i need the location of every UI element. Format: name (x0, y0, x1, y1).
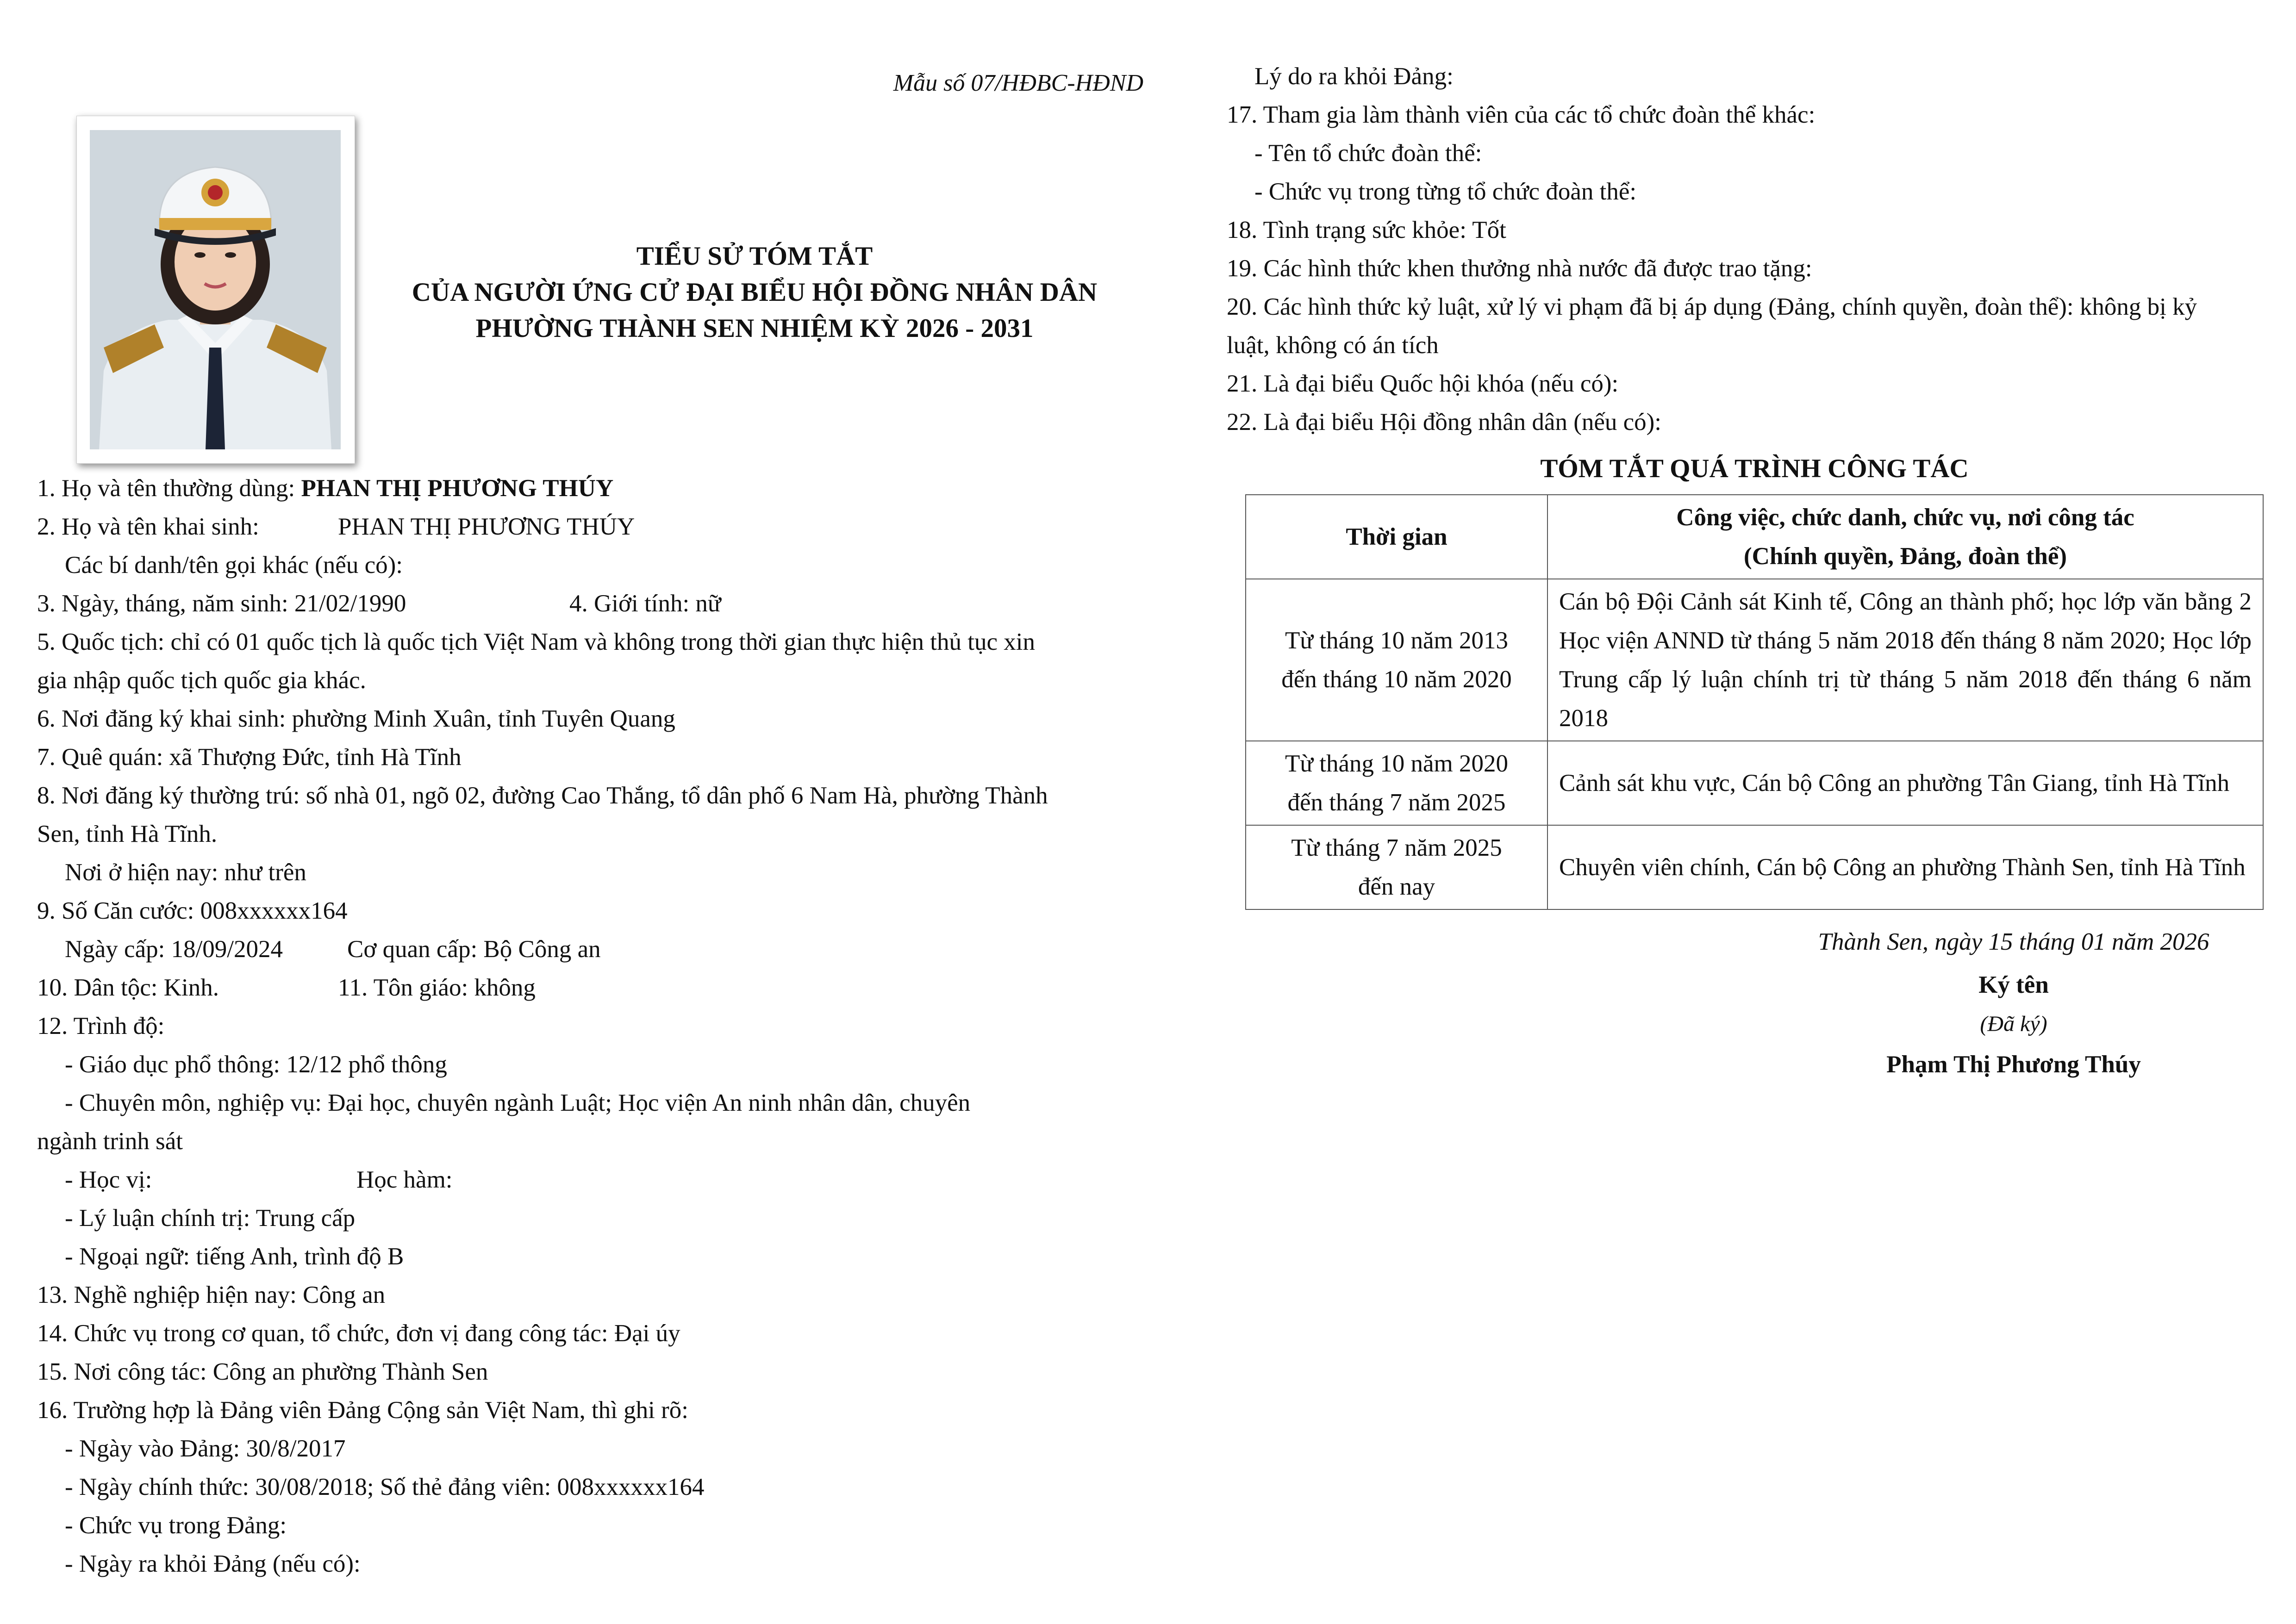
row-time-from: Từ tháng 10 năm 2013 (1285, 627, 1509, 654)
table-row (1246, 741, 2263, 825)
row-time-to: đến nay (1358, 873, 1435, 900)
field-hometown: 7. Quê quán: xã Thượng Đức, tỉnh Hà Tĩnh (37, 744, 462, 771)
field-position: 14. Chức vụ trong cơ quan, tổ chức, đơn vị đang công tác: Đại úy (37, 1320, 680, 1347)
field-academic-degree: - Học vị: (65, 1166, 152, 1193)
row-time (1246, 825, 1547, 909)
form-code: Mẫu số 07/HĐBC-HĐND (893, 70, 1143, 96)
field-ethnicity: 10. Dân tộc: Kinh. (37, 974, 219, 1001)
field-gender: 4. Giới tính: nữ (569, 590, 721, 617)
field-id-issue-date: Ngày cấp: 18/09/2024 (65, 936, 283, 963)
row-time-to: đến tháng 7 năm 2025 (1287, 789, 1506, 816)
field-party-leave-reason: Lý do ra khỏi Đảng: (1254, 63, 1454, 90)
title-line-1: TIỂU SỬ TÓM TẮT (636, 242, 873, 271)
field-national-assembly: 21. Là đại biểu Quốc hội khóa (nếu có): (1227, 370, 1619, 397)
table-row (1246, 825, 2263, 909)
table-header-row (1246, 495, 2263, 579)
field-id-number: 9. Số Căn cước: 008xxxxxx164 (37, 897, 348, 924)
field-peoples-council: 22. Là đại biểu Hội đồng nhân dân (nếu có): (1227, 409, 1662, 436)
row-time (1246, 579, 1547, 741)
field-dob: 3. Ngày, tháng, năm sinh: 21/02/1990 (37, 590, 406, 617)
field-id-issuer: Cơ quan cấp: Bộ Công an (347, 936, 601, 963)
row-time-from: Từ tháng 7 năm 2025 (1291, 834, 1502, 861)
field-discipline-line2: luật, không có án tích (1227, 332, 1439, 359)
field-health: 18. Tình trạng sức khỏe: Tốt (1227, 217, 1506, 243)
field-current-residence: Nơi ở hiện nay: như trên (65, 859, 306, 886)
field-party-leave-date: - Ngày ra khỏi Đảng (nếu có): (65, 1550, 361, 1577)
work-history-table (1245, 494, 2264, 910)
table-row (1246, 579, 2263, 741)
field-organizations: 17. Tham gia làm thành viên của các tổ chức đoàn thể khác: (1227, 101, 1816, 128)
row-time-to: đến tháng 10 năm 2020 (1281, 666, 1512, 693)
signature-label: Ký tên (1978, 971, 2049, 998)
field-general-education: - Giáo dục phổ thông: 12/12 phổ thông (65, 1051, 447, 1078)
signature-place-date: Thành Sen, ngày 15 tháng 01 năm 2026 (1818, 928, 2209, 955)
field-party-official-date: - Ngày chính thức: 30/08/2018; Số thẻ đảng viên: 008xxxxxx164 (65, 1474, 705, 1500)
field-foreign-language: - Ngoại ngữ: tiếng Anh, trình độ B (65, 1243, 404, 1270)
field-party-join-date: - Ngày vào Đảng: 30/8/2017 (65, 1435, 346, 1462)
field-nationality-line1: 5. Quốc tịch: chỉ có 01 quốc tịch là quốc tịch Việt Nam và không trong thời gian thực hiện thủ tục xin (37, 628, 1035, 655)
field-party-position: - Chức vụ trong Đảng: (65, 1512, 287, 1539)
header-description (1547, 495, 2263, 579)
title-line-2: CỦA NGƯỜI ỨNG CỬ ĐẠI BIỂU HỘI ĐỒNG NHÂN DÂN (412, 278, 1098, 307)
field-birth-registration: 6. Nơi đăng ký khai sinh: phường Minh Xuân, tỉnh Tuyên Quang (37, 705, 675, 732)
work-history-title: TÓM TẮT QUÁ TRÌNH CÔNG TÁC (1540, 454, 1969, 483)
row-description: Cảnh sát khu vực, Cán bộ Công an phường Tân Giang, tỉnh Hà Tĩnh (1547, 741, 2263, 825)
header-time: Thời gian (1246, 495, 1547, 579)
field-party-heading: 16. Trường hợp là Đảng viên Đảng Cộng sản Việt Nam, thì ghi rõ: (37, 1397, 689, 1424)
row-description: Chuyên viên chính, Cán bộ Công an phường Thành Sen, tỉnh Hà Tĩnh (1547, 825, 2263, 909)
portrait-photo-frame (76, 116, 355, 464)
field-birth-name-value: PHAN THỊ PHƯƠNG THÚY (338, 513, 635, 540)
signature-status: (Đã ký) (1980, 1012, 2047, 1036)
field-label: 1. Họ và tên thường dùng: (37, 475, 301, 502)
row-description: Cán bộ Đội Cảnh sát Kinh tế, Công an thành phố; học lớp văn bằng 2 Học viện ANND từ tháng 5 năm 2018 đến tháng 8 năm 2020; Học lớp Trung cấp lý luận chính trị từ tháng 5 năm 2018 đến tháng 6 năm 2018 (1547, 579, 2263, 741)
field-organization-position: - Chức vụ trong từng tổ chức đoàn thể: (1254, 178, 1637, 205)
field-academic-title: Học hàm: (356, 1166, 453, 1193)
field-specialization-line2: ngành trinh sát (37, 1128, 183, 1155)
signature-name: Phạm Thị Phương Thúy (1886, 1051, 2141, 1078)
field-permanent-address-line2: Sen, tỉnh Hà Tĩnh. (37, 821, 218, 847)
field-common-name (37, 474, 613, 502)
field-awards: 19. Các hình thức khen thưởng nhà nước đã được trao tặng: (1227, 255, 1812, 282)
field-value-name: PHAN THỊ PHƯƠNG THÚY (301, 475, 614, 502)
field-occupation: 13. Nghề nghiệp hiện nay: Công an (37, 1282, 386, 1308)
portrait-photo (90, 130, 341, 449)
field-permanent-address-line1: 8. Nơi đăng ký thường trú: số nhà 01, ngõ 02, đường Cao Thắng, tổ dân phố 6 Nam Hà, phường Thành (37, 782, 1048, 809)
field-political-theory: - Lý luận chính trị: Trung cấp (65, 1205, 356, 1232)
field-specialization-line1: - Chuyên môn, nghiệp vụ: Đại học, chuyên ngành Luật; Học viện An ninh nhân dân, chuyên (65, 1089, 971, 1116)
field-aliases: Các bí danh/tên gọi khác (nếu có): (65, 552, 403, 579)
field-birth-name-label: 2. Họ và tên khai sinh: (37, 513, 259, 540)
field-discipline-line1: 20. Các hình thức kỷ luật, xử lý vi phạm đã bị áp dụng (Đảng, chính quyền, đoàn thể): không bị kỷ (1227, 293, 2197, 320)
field-nationality-line2: gia nhập quốc tịch quốc gia khác. (37, 667, 366, 694)
field-workplace: 15. Nơi công tác: Công an phường Thành Sen (37, 1358, 488, 1385)
row-time (1246, 741, 1547, 825)
document-title (361, 238, 1148, 347)
field-organization-name: - Tên tổ chức đoàn thể: (1254, 140, 1482, 167)
field-religion: 11. Tôn giáo: không (338, 974, 536, 1001)
field-education-heading: 12. Trình độ: (37, 1013, 165, 1039)
row-time-from: Từ tháng 10 năm 2020 (1285, 750, 1509, 777)
portrait-illustration (90, 130, 341, 449)
title-line-3: PHƯỜNG THÀNH SEN NHIỆM KỲ 2026 - 2031 (475, 314, 1034, 343)
header-description-line2: (Chính quyền, Đảng, đoàn thể) (1743, 543, 2067, 570)
header-description-line1: Công việc, chức danh, chức vụ, nơi công tác (1676, 504, 2134, 531)
